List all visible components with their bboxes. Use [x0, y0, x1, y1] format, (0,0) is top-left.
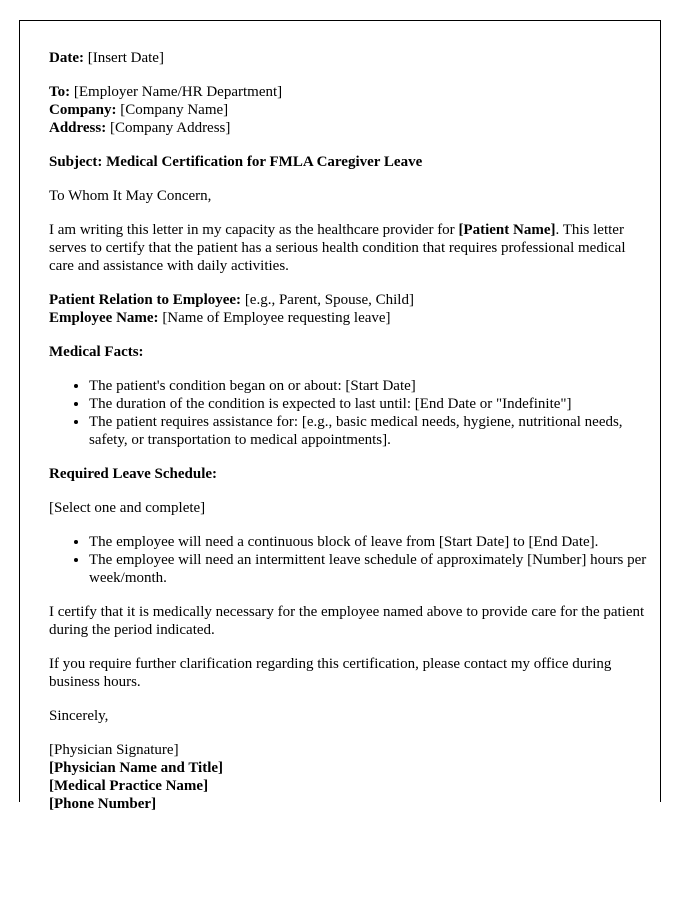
employee-value: [Name of Employee requesting leave] [158, 310, 391, 326]
date-value: [Insert Date] [83, 50, 164, 66]
relation-value: [e.g., Parent, Spouse, Child] [241, 292, 414, 308]
address-label: Address: [49, 120, 107, 136]
leave-schedule-heading-text: Required Leave Schedule: [49, 466, 218, 482]
company-value: [Company Name] [116, 102, 229, 118]
company-label: Company: [49, 102, 117, 118]
certify-paragraph: I certify that it is medically necessary for the employee named above to provide care for the patient during the period indicated. [49, 604, 645, 638]
signature-block [49, 741, 649, 813]
employee-label: Employee Name: [49, 310, 159, 326]
physician-name-text: [Physician Name and Title] [49, 760, 224, 776]
medical-facts-heading-text: Medical Facts: [49, 344, 144, 360]
practice-name-text: [Medical Practice Name] [49, 778, 209, 794]
relation-block [49, 291, 649, 327]
to-label: To: [49, 84, 71, 100]
intro-text-1: I am writing this letter in my capacity as the healthcare provider for [49, 222, 459, 238]
list-item: • The patient's condition began on or about: [Start Date] [89, 377, 649, 395]
signature-placeholder: [Physician Signature] [49, 742, 179, 758]
letter-page [19, 20, 661, 812]
salutation: To Whom It May Concern, [49, 188, 212, 204]
medical-facts-heading [49, 343, 649, 361]
contact-paragraph: If you require further clarification regarding this certification, please contact my office during business hours. [49, 656, 612, 690]
intro-patient-name: [Patient Name] [458, 222, 556, 238]
closing: Sincerely, [49, 708, 109, 724]
company-line [49, 101, 649, 119]
subject-text: Subject: Medical Certification for FMLA Caregiver Leave [49, 154, 423, 170]
date-line [49, 49, 649, 67]
to-value: [Employer Name/HR Department] [70, 84, 283, 100]
list-item: • The employee will need a continuous block of leave from [Start Date] to [End Date]. [89, 533, 649, 551]
leave-schedule-list [49, 533, 649, 587]
list-item: • The patient requires assistance for: [e.g., basic medical needs, hygiene, nutritional needs, safety, or transportation to medical appointments]. [89, 413, 649, 449]
address-value: [Company Address] [106, 120, 231, 136]
list-item: • The employee will need an intermittent leave schedule of approximately [Number] hours per week/month. [89, 551, 649, 587]
address-line [49, 119, 649, 137]
list-item: • The duration of the condition is expected to last until: [End Date or "Indefinite"] [89, 395, 649, 413]
medical-facts-list [49, 377, 649, 449]
schedule-instruction: [Select one and complete] [49, 500, 206, 516]
date-label: Date: [49, 50, 84, 66]
letter-content [49, 49, 649, 813]
employee-line [49, 309, 649, 327]
phone-number-text: [Phone Number] [49, 796, 157, 812]
relation-line [49, 291, 649, 309]
practice-name [49, 777, 649, 795]
intro-text-2: . This letter serves to certify that the patient has a serious health condition that requires professional medical care and assistance with daily activities. [49, 222, 626, 274]
physician-name [49, 759, 649, 777]
leave-schedule-heading [49, 465, 649, 483]
subject-line [49, 153, 649, 171]
recipient-block [49, 83, 649, 137]
intro-paragraph [49, 221, 649, 275]
relation-label: Patient Relation to Employee: [49, 292, 242, 308]
phone-number [49, 795, 649, 813]
to-line [49, 83, 649, 101]
